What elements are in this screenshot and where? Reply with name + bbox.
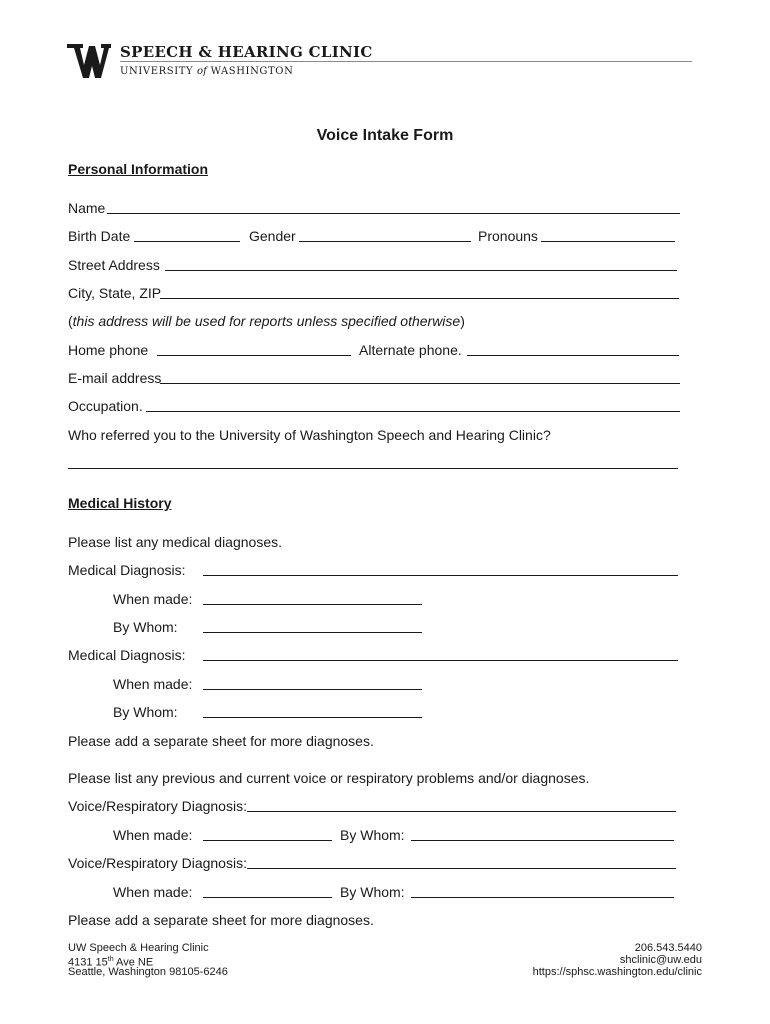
gender-label: Gender xyxy=(249,228,296,244)
uw-logo-icon xyxy=(67,44,111,78)
medical-list-prompt: Please list any medical diagnoses. xyxy=(68,534,283,550)
medical-diagnosis-label-1: Medical Diagnosis: xyxy=(68,562,186,578)
footer-phone: 206.543.5440 xyxy=(634,942,702,954)
voice-when-made-field-2[interactable] xyxy=(203,897,332,898)
voice-diagnosis-label-2: Voice/Respiratory Diagnosis: xyxy=(68,855,247,871)
birth-date-label: Birth Date xyxy=(68,228,131,244)
footer-addr-sup: th xyxy=(107,956,114,963)
alternate-phone-label: Alternate phone. xyxy=(359,342,462,358)
city-state-zip-label: City, State, ZIP xyxy=(68,285,162,301)
footer-clinic: UW Speech & Hearing Clinic xyxy=(68,942,209,954)
voice-when-made-label-2: When made: xyxy=(113,884,193,900)
medical-diagnosis-label-2: Medical Diagnosis: xyxy=(68,647,186,663)
footer-addr-rest: Ave NE xyxy=(113,956,154,969)
form-title: Voice Intake Form xyxy=(316,127,454,144)
university-of: of xyxy=(197,66,207,77)
medical-history-heading: Medical History xyxy=(68,495,172,511)
when-made-field-1[interactable] xyxy=(203,604,422,605)
voice-by-whom-label-2: By Whom: xyxy=(340,884,405,900)
medical-diagnosis-field-2[interactable] xyxy=(203,660,678,661)
university-pre: UNIVERSITY xyxy=(120,66,194,77)
voice-by-whom-field-2[interactable] xyxy=(411,897,674,898)
alternate-phone-field[interactable] xyxy=(467,355,679,356)
home-phone-label: Home phone xyxy=(68,342,149,358)
name-field[interactable] xyxy=(107,213,680,214)
voice-by-whom-field-1[interactable] xyxy=(411,840,674,841)
when-made-label-1: When made: xyxy=(113,591,193,607)
by-whom-label-2: By Whom: xyxy=(113,704,178,720)
personal-info-heading: Personal Information xyxy=(68,161,209,177)
name-label: Name xyxy=(68,200,106,216)
birth-date-field[interactable] xyxy=(134,241,240,242)
voice-diagnosis-label-1: Voice/Respiratory Diagnosis: xyxy=(68,798,247,814)
voice-when-made-field-1[interactable] xyxy=(203,840,332,841)
city-state-zip-field[interactable] xyxy=(160,298,679,299)
email-field[interactable] xyxy=(160,383,680,384)
by-whom-field-2[interactable] xyxy=(203,717,422,718)
footer-city: Seattle, Washington 98105-6246 xyxy=(68,966,228,978)
voice-diagnosis-field-2[interactable] xyxy=(247,868,676,869)
occupation-field[interactable] xyxy=(146,411,680,412)
header-divider xyxy=(120,61,692,62)
street-address-field[interactable] xyxy=(165,270,677,271)
when-made-label-2: When made: xyxy=(113,676,193,692)
clinic-name: SPEECH & HEARING CLINIC xyxy=(120,43,373,61)
footer-addr-num: 4131 15 xyxy=(68,956,108,969)
paren-close: ) xyxy=(460,313,465,329)
email-label: E-mail address xyxy=(68,370,162,386)
university-name xyxy=(120,66,293,78)
street-address-label: Street Address xyxy=(68,257,160,273)
referral-question: Who referred you to the University of Washington Speech and Hearing Clinic? xyxy=(68,427,551,443)
when-made-field-2[interactable] xyxy=(203,689,422,690)
pronouns-field[interactable] xyxy=(541,241,675,242)
pronouns-label: Pronouns xyxy=(478,228,538,244)
university-post: WASHINGTON xyxy=(210,66,294,77)
medical-diagnosis-field-1[interactable] xyxy=(203,575,678,576)
address-note xyxy=(68,312,465,330)
voice-when-made-label-1: When made: xyxy=(113,827,193,843)
separate-sheet-note-1: Please add a separate sheet for more diagnoses. xyxy=(68,733,374,749)
paren-open: ( xyxy=(68,313,73,329)
gender-field[interactable] xyxy=(299,241,471,242)
by-whom-label-1: By Whom: xyxy=(113,619,178,635)
footer-email[interactable]: shclinic@uw.edu xyxy=(619,954,702,966)
footer-url[interactable]: https://sphsc.washington.edu/clinic xyxy=(532,966,702,978)
separate-sheet-note-2: Please add a separate sheet for more diagnoses. xyxy=(68,912,374,928)
occupation-label: Occupation. xyxy=(68,398,143,414)
referral-field[interactable] xyxy=(68,468,678,469)
voice-prompt: Please list any previous and current voice or respiratory problems and/or diagnoses. xyxy=(68,770,590,786)
address-note-text: this address will be used for reports unless specified otherwise xyxy=(72,313,461,329)
by-whom-field-1[interactable] xyxy=(203,632,422,633)
home-phone-field[interactable] xyxy=(157,355,351,356)
voice-by-whom-label-1: By Whom: xyxy=(340,827,405,843)
voice-diagnosis-field-1[interactable] xyxy=(247,811,676,812)
